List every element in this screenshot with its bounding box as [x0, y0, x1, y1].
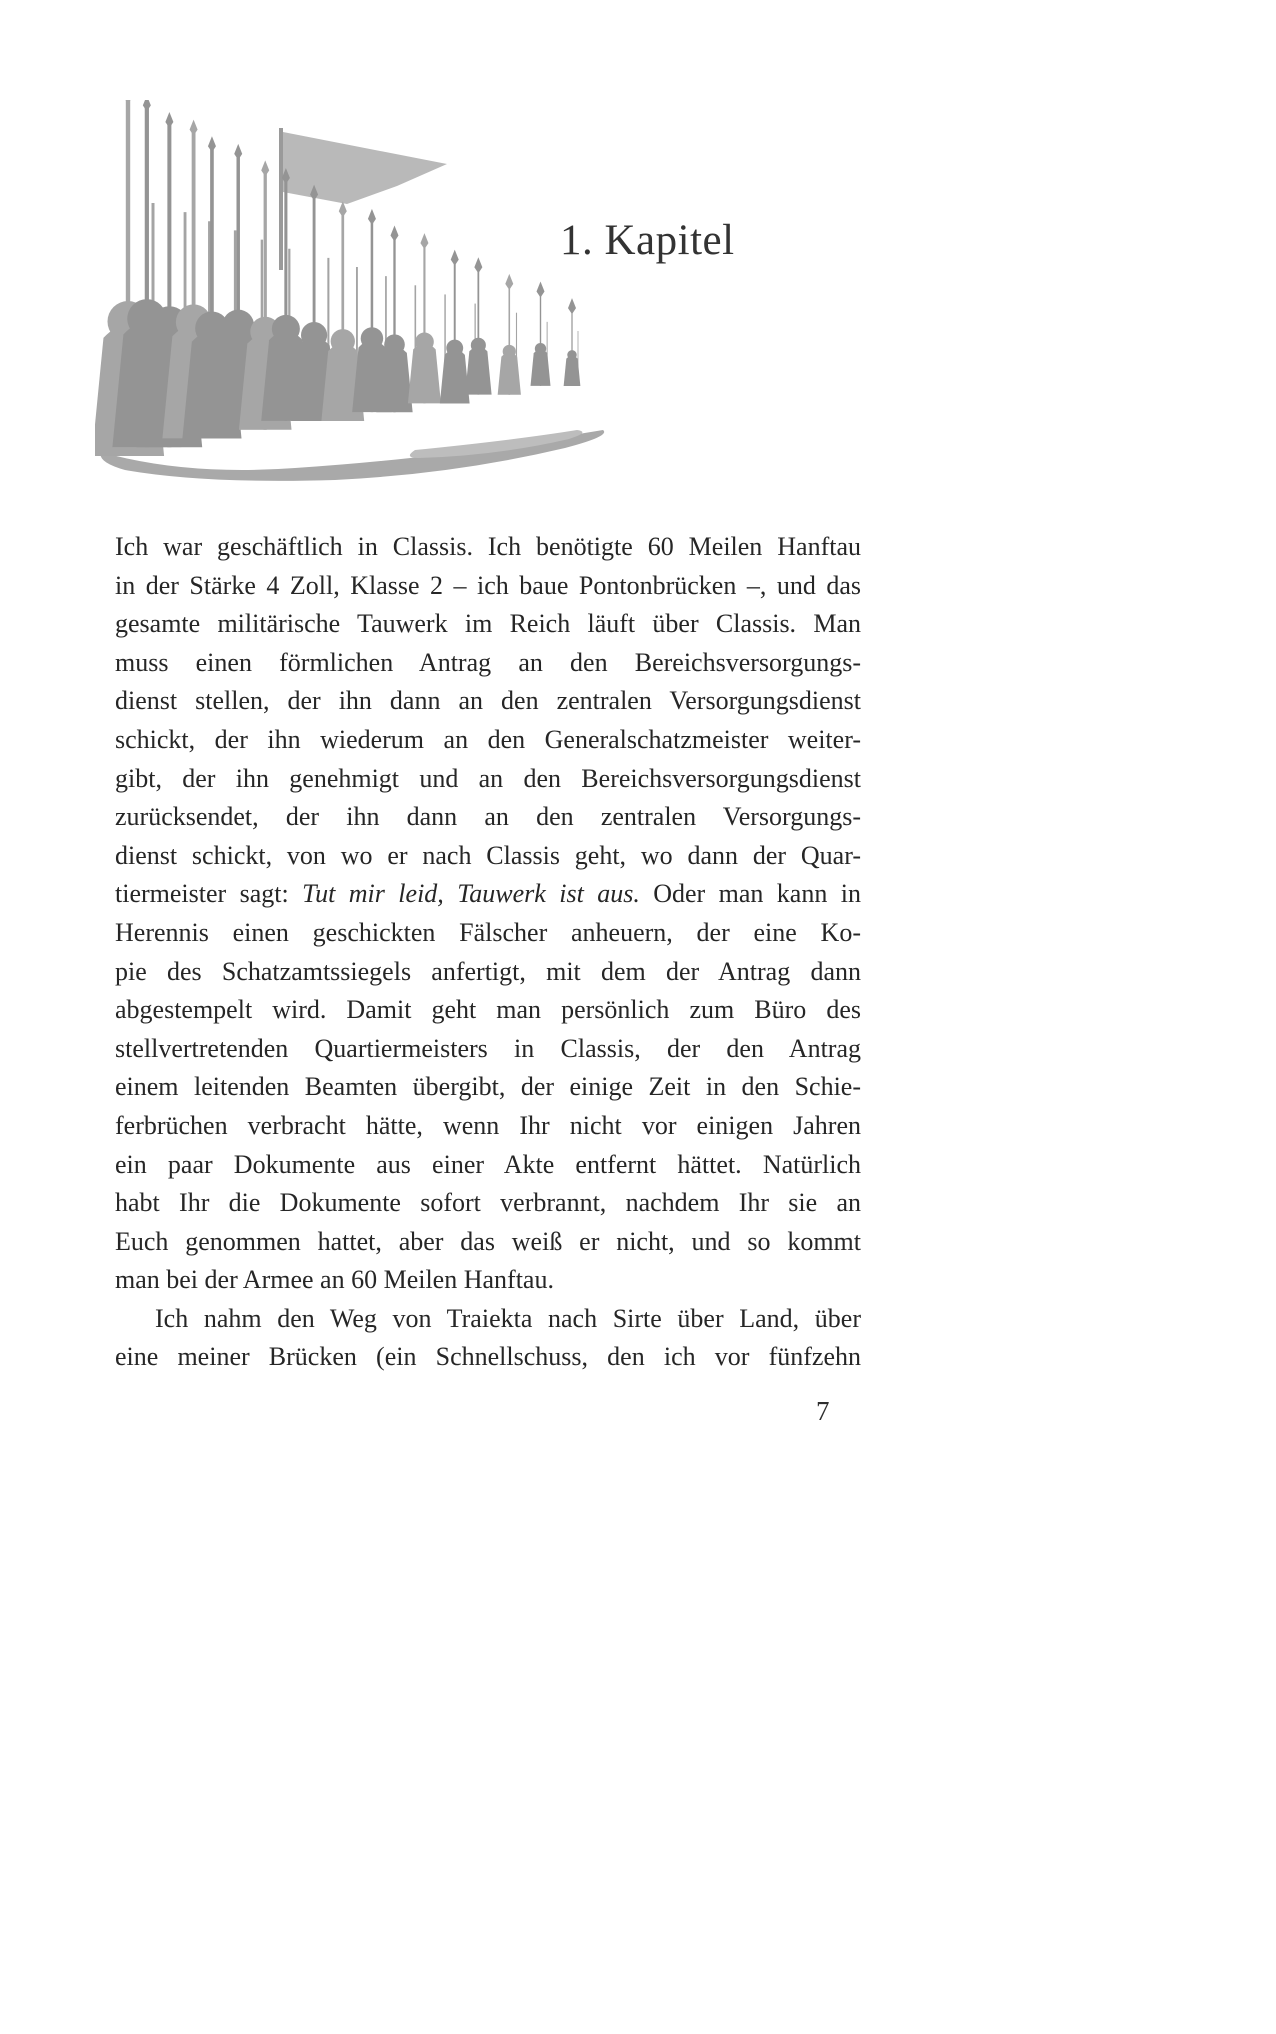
text-line: abgestempelt wird. Damit geht man persönlich zum Büro des: [115, 995, 861, 1025]
body-text: [115, 528, 861, 1377]
paragraph: [115, 1300, 861, 1377]
text-line: in der Stärke 4 Zoll, Klasse 2 – ich baue Pontonbrücken –, und das: [115, 570, 861, 600]
text-line: gesamte militärische Tauwerk im Reich läuft über Classis. Man: [115, 609, 861, 639]
text-line: ein paar Dokumente aus einer Akte entfernt hättet. Natürlich: [115, 1149, 861, 1179]
text-line: Herennis einen geschickten Fälscher anheuern, der eine Ko-: [115, 917, 861, 947]
text-line: zurücksendet, der ihn dann an den zentralen Versorgungs-: [115, 802, 861, 832]
page-number: 7: [816, 1396, 830, 1426]
text-line: habt Ihr die Dokumente sofort verbrannt, nachdem Ihr sie an: [115, 1188, 861, 1218]
text-line: man bei der Armee an 60 Meilen Hanftau.: [115, 1265, 554, 1295]
paragraph: [115, 528, 861, 1300]
text-line: einem leitenden Beamten übergibt, der einige Zeit in den Schie-: [115, 1072, 861, 1102]
text-line: stellvertretenden Quartiermeisters in Classis, der den Antrag: [115, 1033, 861, 1063]
text-line: pie des Schatzamtssiegels anfertigt, mit dem der Antrag dann: [115, 956, 861, 986]
text-line: Ich war geschäftlich in Classis. Ich benötigte 60 Meilen Hanftau: [115, 532, 861, 561]
text-line: muss einen förmlichen Antrag an den Bereichsversorgungs-: [115, 647, 861, 677]
text-line: dienst stellen, der ihn dann an den zentralen Versorgungsdienst: [115, 686, 861, 716]
text-line: ferbrüchen verbracht hätte, wenn Ihr nicht vor einigen Jahren: [115, 1110, 861, 1140]
text-line: dienst schickt, von wo er nach Classis geht, wo dann der Quar-: [115, 840, 861, 870]
text-line: gibt, der ihn genehmigt und an den Bereichsversorgungsdienst: [115, 763, 861, 793]
text-line: Ich nahm den Weg von Traiekta nach Sirte über Land, über: [155, 1303, 861, 1333]
text-line: Euch genommen hattet, aber das weiß er nicht, und so kommt: [115, 1226, 861, 1256]
text-line: schickt, der ihn wiederum an den Generalschatzmeister weiter-: [115, 724, 861, 754]
army-illustration: [95, 100, 615, 492]
chapter-title: 1. Kapitel: [560, 217, 735, 264]
text-line: eine meiner Brücken (ein Schnellschuss, den ich vor fünfzehn: [115, 1342, 861, 1372]
text-line: tiermeister sagt: Tut mir leid, Tauwerk ist aus. Oder man kann in: [115, 879, 861, 909]
